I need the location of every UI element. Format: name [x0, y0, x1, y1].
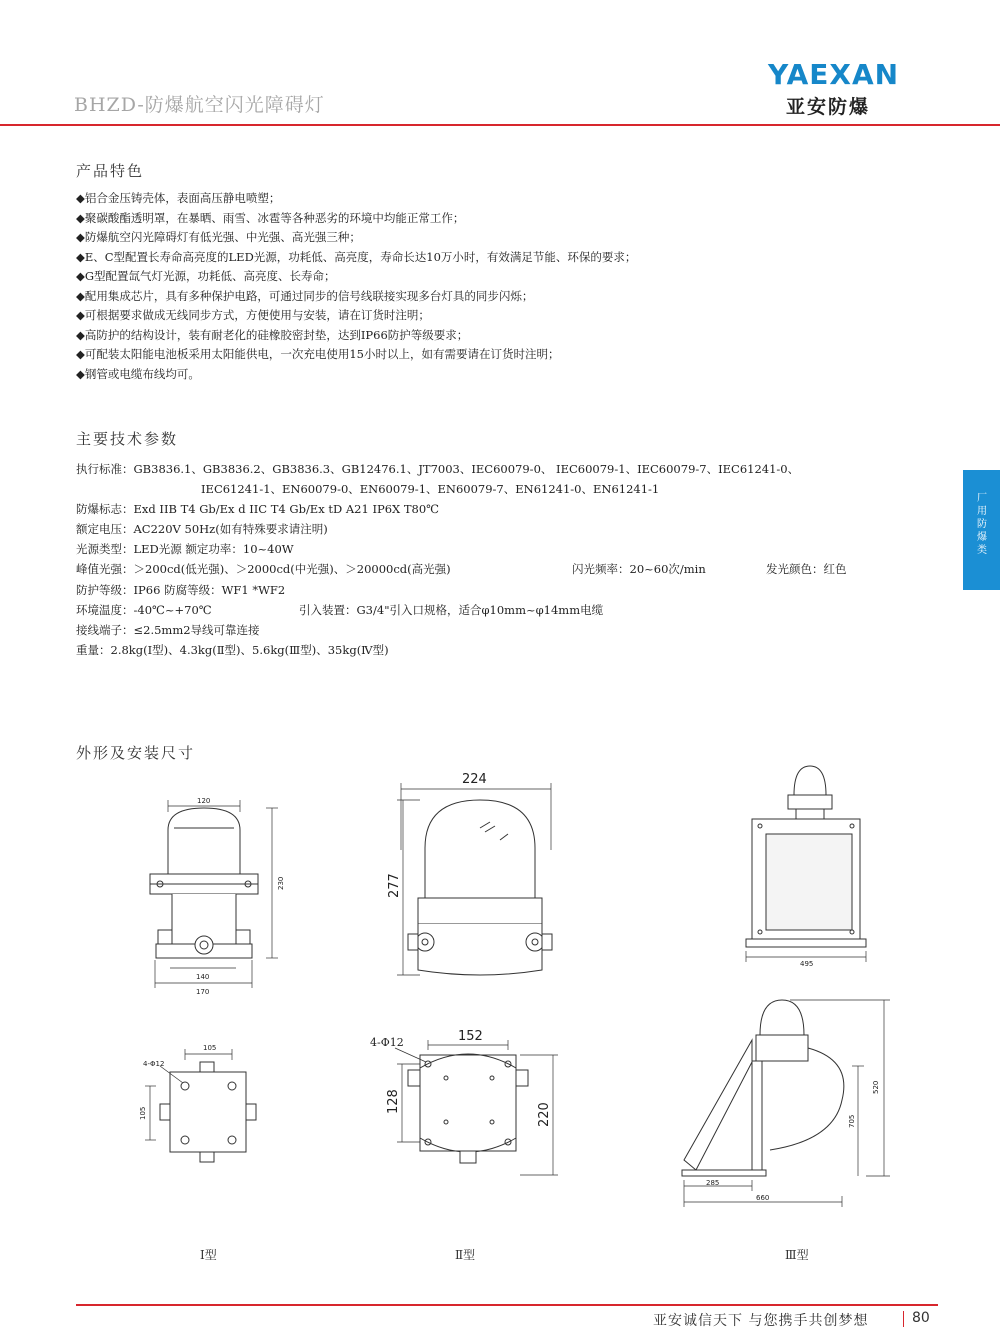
- feature-item: ◆配用集成芯片，具有多种保护电路，可通过同步的信号线联接实现多台灯具的同步闪烁；: [76, 288, 534, 303]
- feature-item: ◆高防护的结构设计，装有耐老化的硅橡胶密封垫，达到IP66防护等级要求；: [76, 327, 469, 342]
- category-side-tab-label: 厂用防爆类: [977, 493, 987, 556]
- feature-item: ◆铝合金压铸壳体，表面高压静电喷塑；: [76, 191, 281, 205]
- param-light-color: 发光颜色：红色: [766, 562, 847, 577]
- param-temperature: 环境温度：-40℃~+70℃: [76, 602, 212, 617]
- dim-t3-total-depth: 660: [756, 1194, 770, 1202]
- dim-t2-plan-width: 152: [458, 1029, 483, 1044]
- dim-t1-base-width: 140: [196, 973, 210, 981]
- dim-t1-plan-height: 105: [139, 1106, 147, 1120]
- dim-t3-box-height: 705: [848, 1114, 856, 1128]
- dim-t2-top-width: 224: [462, 772, 487, 787]
- type2-plan-drawing: [408, 1054, 528, 1163]
- brand-logo-en: YAEXAN: [768, 58, 900, 91]
- feature-item: ◆G型配置氙气灯光源，功耗低、高亮度、长寿命；: [76, 269, 336, 283]
- type3-label: Ⅲ型: [785, 1248, 809, 1262]
- feature-item: ◆可根据要求做成无线同步方式，方便使用与安装，请在订货时注明；: [76, 308, 430, 322]
- page-number: 80: [912, 1310, 930, 1326]
- dim-t1-top-width: 120: [197, 797, 211, 805]
- param-ex-mark: 防爆标志：Exd IIB T4 Gb/Ex d IIC T4 Gb/Ex tD A21 IP6X T80℃: [76, 502, 440, 517]
- dim-t3-panel-depth: 285: [706, 1179, 720, 1187]
- params-heading: 主要技术参数: [76, 430, 179, 448]
- footer-divider: [76, 1304, 938, 1306]
- dim-t1-total-width: 170: [196, 988, 210, 996]
- feature-item: ◆E、C型配置长寿命高亮度的LED光源，功耗低、高亮度，寿命长达10万小时，有效满足节能、环保的要求；: [76, 249, 637, 264]
- param-voltage: 额定电压：AC220V 50Hz(如有特殊要求请注明): [76, 522, 328, 537]
- dimensions-heading: 外形及安装尺寸: [76, 744, 196, 762]
- dim-t1-plan-width: 105: [203, 1044, 217, 1052]
- feature-item: ◆钢管或电缆布线均可。: [76, 366, 200, 381]
- param-light-source: 光源类型：LED光源 额定功率：10~40W: [76, 542, 294, 557]
- dim-t2-holes: 4-Φ12: [370, 1036, 404, 1049]
- footer-separator: [903, 1311, 904, 1327]
- feature-item: ◆聚碳酸酯透明罩，在暴晒、雨雪、冰雹等各种恶劣的环境中均能正常工作；: [76, 210, 465, 225]
- brand-logo-cn: 亚安防爆: [786, 96, 871, 118]
- param-standard-cont: IEC61241-1、EN60079-0、EN60079-1、EN60079-7、EN61241-0、EN61241-1: [201, 482, 660, 497]
- type1-elevation-drawing: [150, 808, 258, 958]
- dim-t1-height: 230: [277, 876, 285, 890]
- features-heading: 产品特色: [76, 162, 145, 180]
- param-standard: 执行标准：GB3836.1、GB3836.2、GB3836.3、GB12476.1、JT7003、IEC60079-0、 IEC60079-1、IEC60079-7、IEC61241-0、: [76, 462, 800, 476]
- type3-front-drawing: [746, 766, 866, 947]
- dim-t2-height: 277: [387, 873, 402, 898]
- feature-item: ◆防爆航空闪光障碍灯有低光强、中光强、高光强三种；: [76, 230, 361, 244]
- type1-label: Ⅰ型: [200, 1248, 217, 1262]
- page-title: BHZD-防爆航空闪光障碍灯: [74, 94, 325, 116]
- type2-label: Ⅱ型: [455, 1248, 476, 1262]
- footer-slogan: 亚安诚信天下 与您携手共创梦想: [653, 1313, 869, 1329]
- dim-t2-plan-height: 220: [537, 1102, 552, 1127]
- param-flash-rate: 闪光频率：20~60次/min: [572, 562, 706, 577]
- param-weight: 重量：2.8kg(Ⅰ型)、4.3kg(Ⅱ型)、5.6kg(Ⅲ型)、35kg(Ⅳ型): [76, 642, 389, 657]
- param-peak-intensity: 峰值光强：＞200cd(低光强)、＞2000cd(中光强)、＞20000cd(高光强): [76, 562, 451, 577]
- feature-item: ◆可配装太阳能电池板采用太阳能供电，一次充电使用15小时以上，如有需要请在订货时注明；: [76, 347, 560, 361]
- dim-t1-holes: 4-Φ12: [143, 1060, 165, 1068]
- dim-t2-plan-small-height: 128: [386, 1089, 401, 1114]
- type2-elevation-drawing: [408, 800, 552, 975]
- param-protection: 防护等级：IP66 防腐等级：WF1 *WF2: [76, 582, 286, 597]
- dim-t3-total-height: 520: [872, 1080, 880, 1094]
- param-entry: 引入装置：G3/4"引入口规格，适合φ10mm~φ14mm电缆: [299, 602, 604, 617]
- param-terminal: 接线端子：≤2.5mm2导线可靠连接: [76, 622, 260, 637]
- type3-side-drawing: [682, 1000, 844, 1176]
- dim-t3-width: 495: [800, 960, 814, 968]
